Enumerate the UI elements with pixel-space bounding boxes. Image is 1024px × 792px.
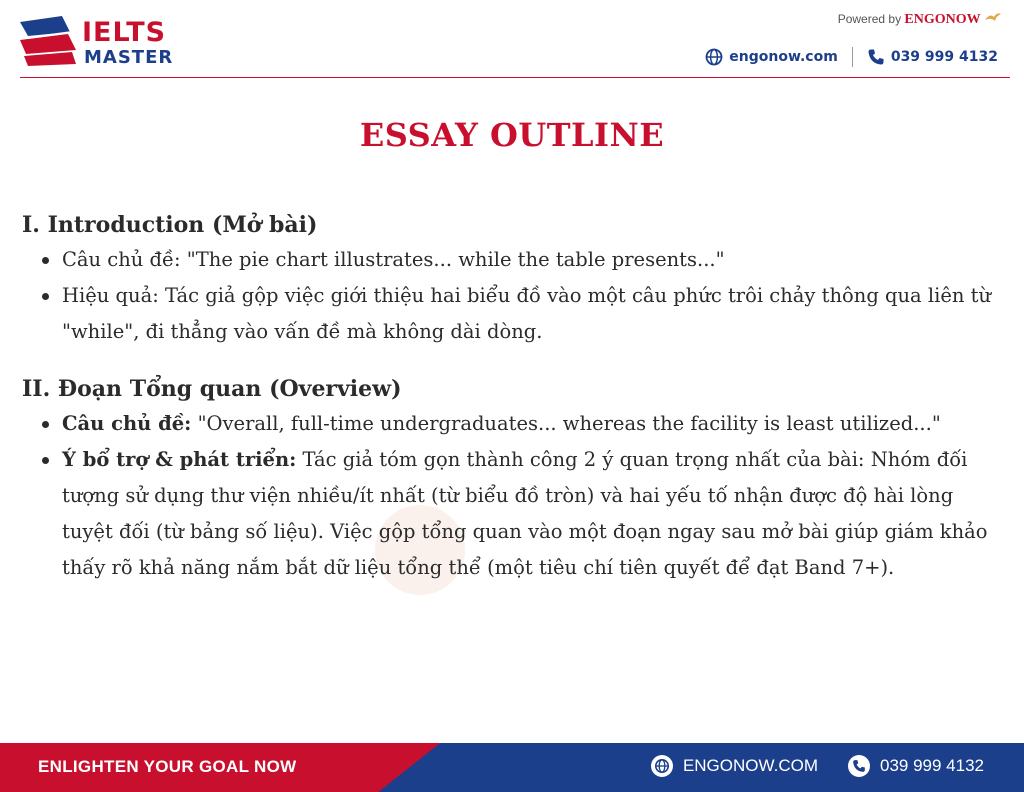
globe-icon — [651, 755, 673, 777]
ielts-master-logo[interactable] — [18, 14, 178, 70]
bullet-text: "Overall, full-time undergraduates... whereas the facility is least utilized..." — [191, 412, 941, 435]
bullet-label: Ý bổ trợ & phát triển: — [62, 448, 297, 471]
footer-website-text: ENGONOW.COM — [682, 756, 818, 775]
header-website-text: engonow.com — [729, 49, 838, 65]
introduction-bullet-list — [22, 242, 1007, 350]
bullet-label: Câu chủ đề: — [62, 412, 192, 435]
header-divider — [20, 77, 1010, 78]
ielts-master-logo-icon — [18, 14, 80, 68]
logo-text-ielts: IELTS — [82, 17, 167, 48]
header-phone-link[interactable] — [867, 48, 998, 66]
header — [0, 0, 1024, 80]
footer-slogan: ENLIGHTEN YOUR GOAL NOW — [38, 757, 297, 776]
footer-phone-link[interactable] — [848, 755, 984, 777]
footer-phone-text: 039 999 4132 — [880, 756, 984, 775]
header-contact-divider — [852, 47, 853, 67]
list-item — [22, 242, 1007, 278]
footer — [0, 743, 1024, 792]
section-spacer — [22, 350, 1007, 372]
header-contact — [705, 46, 998, 68]
list-item — [22, 278, 1007, 350]
powered-by-brand[interactable]: ENGONOW — [904, 12, 981, 27]
globe-icon — [705, 48, 723, 66]
header-phone-text: 039 999 4132 — [890, 49, 998, 65]
footer-contact — [651, 755, 984, 777]
bullet-dot-icon — [42, 293, 49, 300]
essay-outline-content — [22, 208, 1007, 586]
list-item — [22, 406, 1007, 442]
bullet-text: Tác giả tóm gọn thành công 2 ý quan trọng nhất của bài: Nhóm đối tượng sử dụng thư viện nhiều/ít nhất (từ biểu đồ tròn) và hai yếu tố nhận được độ hài lòng tuyệt đối (từ bảng số liệu). Việc gộp tổng quan vào một đoạn ngay sau mở bài giúp giám khảo thấy rõ khả năng nắm bắt dữ liệu tổng thể (một tiêu chí tiên quyết để đạt Band 7+). — [62, 448, 988, 579]
phone-icon — [848, 755, 870, 777]
bullet-dot-icon — [42, 421, 49, 428]
powered-by — [838, 12, 1002, 28]
bullet-dot-icon — [42, 257, 49, 264]
bullet-text: Câu chủ đề: "The pie chart illustrates... while the table presents..." — [62, 248, 725, 271]
powered-by-prefix: Powered by — [837, 12, 902, 26]
page-title: ESSAY OUTLINE — [359, 116, 665, 154]
list-item — [22, 442, 1007, 586]
bullet-text: Hiệu quả: Tác giả gộp việc giới thiệu hai biểu đồ vào một câu phức trôi chảy thông qua liên từ "while", đi thẳng vào vấn đề mà không dài dòng. — [62, 284, 992, 343]
bullet-dot-icon — [42, 457, 49, 464]
header-website-link[interactable] — [705, 48, 838, 66]
overview-bullet-list — [22, 406, 1007, 586]
section-heading-overview: II. Đoạn Tổng quan (Overview) — [22, 376, 402, 402]
footer-website-link[interactable] — [651, 755, 818, 777]
section-heading-introduction: I. Introduction (Mở bài) — [22, 212, 318, 238]
phone-icon — [867, 48, 885, 66]
engonow-bird-icon — [984, 12, 1002, 22]
logo-text-master: MASTER — [84, 47, 174, 68]
